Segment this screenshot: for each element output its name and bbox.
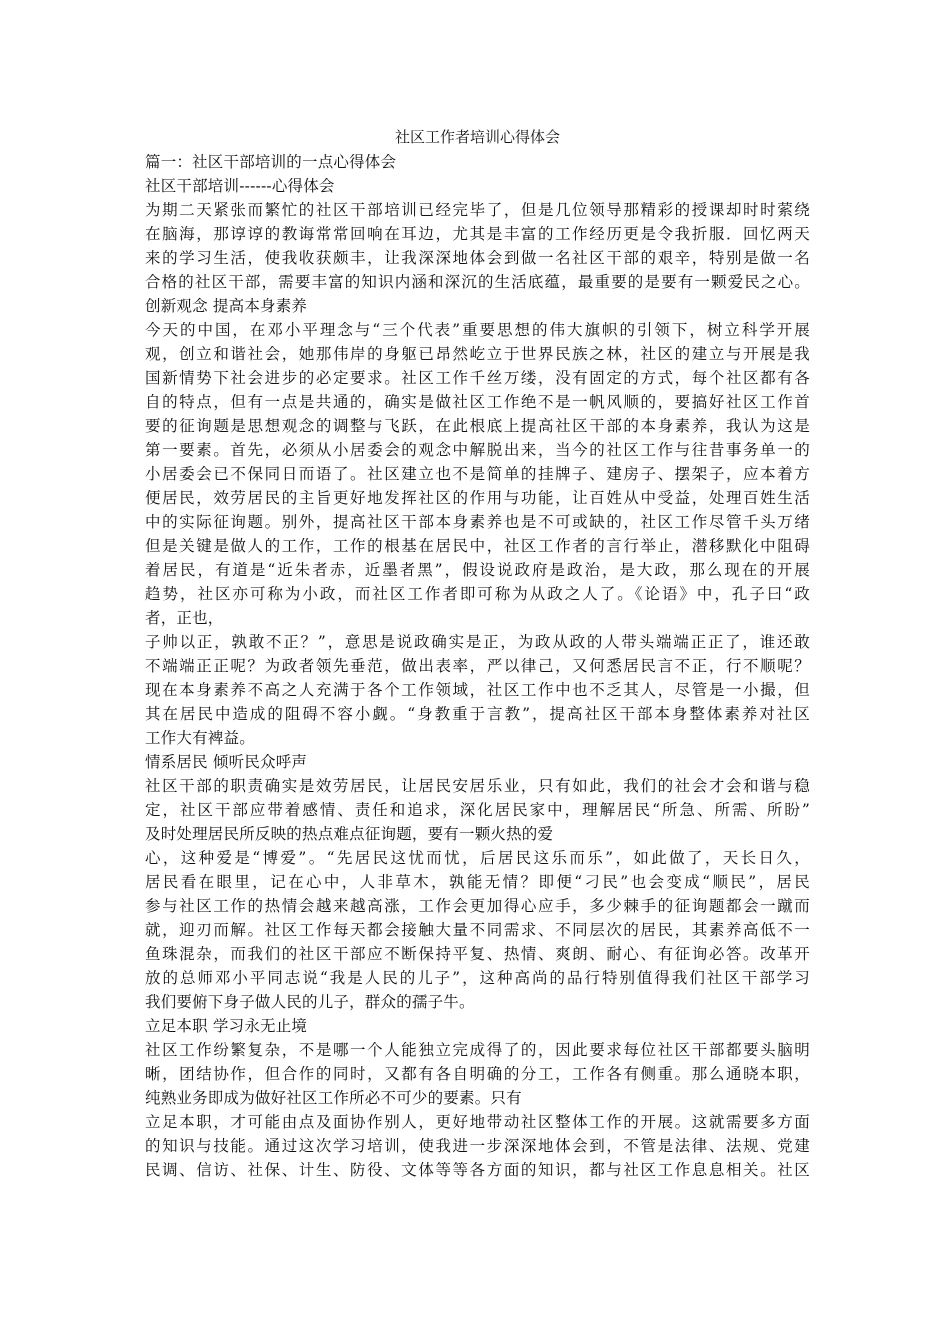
text-line: 立足本职，才可能由点及面协作别人，更好地带动社区整体工作的开展。这就需要多方面: [145, 1113, 810, 1131]
text-line: 的知识与技能。通过这次学习培训，使我进一步深深地体会到，不管是法律、法规、党建: [145, 1137, 810, 1155]
text-line: 民调、信访、社保、计生、防役、文体等等各方面的知识，都与社区工作息息相关。社区: [145, 1161, 810, 1179]
text-line: 定，社区干部应带着感情、责任和追求，深化居民家中，理解居民“所急、所需、所盼”: [145, 801, 810, 819]
document-body: [145, 150, 810, 1182]
text-line: 便居民，效劳居民的主旨更好地发挥社区的作用与功能，让百姓从中受益，处理百姓生活: [145, 489, 810, 507]
text-line: 中的实际征询题。别外，提高社区干部本身素养也是不可或缺的，社区工作尽管千头万绪: [145, 513, 810, 531]
text-line: 为期二天紧张而繁忙的社区干部培训已经完毕了，但是几位领导那精彩的授课却时时萦绕: [145, 201, 810, 219]
text-line: 子帅以正，孰敢不正？”，意思是说政确实是正，为政从政的人带头端端正正了，谁还敢: [145, 633, 810, 651]
text-line: 者，正也，: [145, 609, 224, 627]
text-line: 创新观念 提高本身素养: [145, 297, 308, 315]
text-line: 放的总师邓小平同志说“我是人民的儿子”，这种高尚的品行特别值得我们社区干部学习: [145, 969, 810, 987]
text-line: 要的征询题是思想观念的调整与飞跃，在此根底上提高社区干部的本身素养，我认为这是: [145, 417, 810, 435]
text-line: 国新情势下社会进步的必定要求。社区工作千丝万缕，没有固定的方式，每个社区都有各: [145, 369, 810, 387]
text-line: 着居民，有道是“近朱者赤，近墨者黑”，假设说政府是政治，是大政，那么现在的开展: [145, 561, 810, 579]
text-line: 我们要俯下身子做人民的儿子，群众的孺子牛。: [145, 993, 475, 1011]
text-line: 在脑海，那谆谆的教诲常常回响在耳边，尤其是丰富的工作经历更是令我折服．回忆两天: [145, 225, 810, 243]
text-line: 小居委会已不保同日而语了。社区建立也不是简单的挂牌子、建房子、摆架子，应本着方: [145, 465, 810, 483]
text-line: 自的特点，但有一点是共通的，确实是做社区工作绝不是一帆风顺的，要搞好社区工作首: [145, 393, 810, 411]
document-page: [145, 126, 810, 1182]
text-line: 但是关键是做人的工作，工作的根基在居民中，社区工作者的言行举止，潜移默化中阻碍: [145, 537, 810, 555]
text-line: 晰，团结协作，但合作的同时，又都有各自明确的分工，工作各有侧重。那么通晓本职，: [145, 1065, 810, 1083]
text-line: 工作大有裨益。: [145, 729, 255, 747]
text-line: 不端端正正呢？为政者领先垂范，做出表率，严以律己，又何悉居民言不正，行不顺呢？: [145, 657, 810, 675]
text-line: 立足本职 学习永无止境: [145, 1017, 308, 1035]
text-line: 来的学习生活，使我收获颇丰，让我深深地体会到做一名社区干部的艰辛，特别是做一名: [145, 249, 810, 267]
text-line: 纯熟业务即成为做好社区工作所必不可少的要素。只有: [145, 1089, 522, 1107]
text-line: 情系居民 倾听民众呼声: [145, 753, 308, 771]
text-line: 今天的中国，在邓小平理念与“三个代表”重要思想的伟大旗帜的引领下，树立科学开展: [145, 321, 810, 339]
text-line: 第一要素。首先，必须从小居委会的观念中解脱出来，当今的社区工作与往昔事务单一的: [145, 441, 810, 459]
text-line: 现在本身素养不高之人充满于各个工作领域，社区工作中也不乏其人，尽管是一小撮，但: [145, 681, 810, 699]
text-line: 其在居民中造成的阻碍不容小觑。“身教重于言教”，提高社区干部本身整体素养对社区: [145, 705, 810, 723]
text-line: 就，迎刃而解。社区工作每天都会接触大量不同需求、不同层次的居民，其素养高低不一: [145, 921, 810, 939]
text-line: 观，创立和谐社会，她那伟岸的身躯已昂然屹立于世界民族之林，社区的建立与开展是我: [145, 345, 810, 363]
text-line: 居民看在眼里，记在心中，人非草木，孰能无情？即便“刁民”也会变成“顺民”，居民: [145, 873, 810, 891]
document-title: 社区工作者培训心得体会: [394, 128, 560, 146]
text-line: 社区干部培训------心得体会: [145, 177, 335, 195]
text-line: 及时处理居民所反映的热点难点征询题，要有一颗火热的爱: [145, 825, 554, 843]
text-line: 心，这种爱是“博爱”。“先居民这忧而忧，后居民这乐而乐”，如此做了，天长日久，: [145, 849, 810, 867]
text-line: 社区干部的职责确实是效劳居民，让居民安居乐业，只有如此，我们的社会才会和谐与稳: [145, 777, 810, 795]
text-line: 趋势，社区亦可称为小政，而社区工作者即可称为从政之人了。《论语》中，孔子曰“政: [145, 585, 810, 603]
text-line: 篇一：社区干部培训的一点心得体会: [145, 153, 397, 171]
text-line: 社区工作纷繁复杂，不是哪一个人能独立完成得了的，因此要求每位社区干部都要头脑明: [145, 1041, 810, 1059]
text-line: 鱼珠混杂，而我们的社区干部应不断保持平复、热情、爽朗、耐心、有征询必答。改革开: [145, 945, 810, 963]
text-line: 合格的社区干部，需要丰富的知识内涵和深沉的生活底蕴，最重要的是要有一颗爱民之心。: [145, 273, 810, 291]
text-line: 参与社区工作的热情会越来越高涨，工作会更加得心应手，多少棘手的征询题都会一蹴而: [145, 897, 810, 915]
